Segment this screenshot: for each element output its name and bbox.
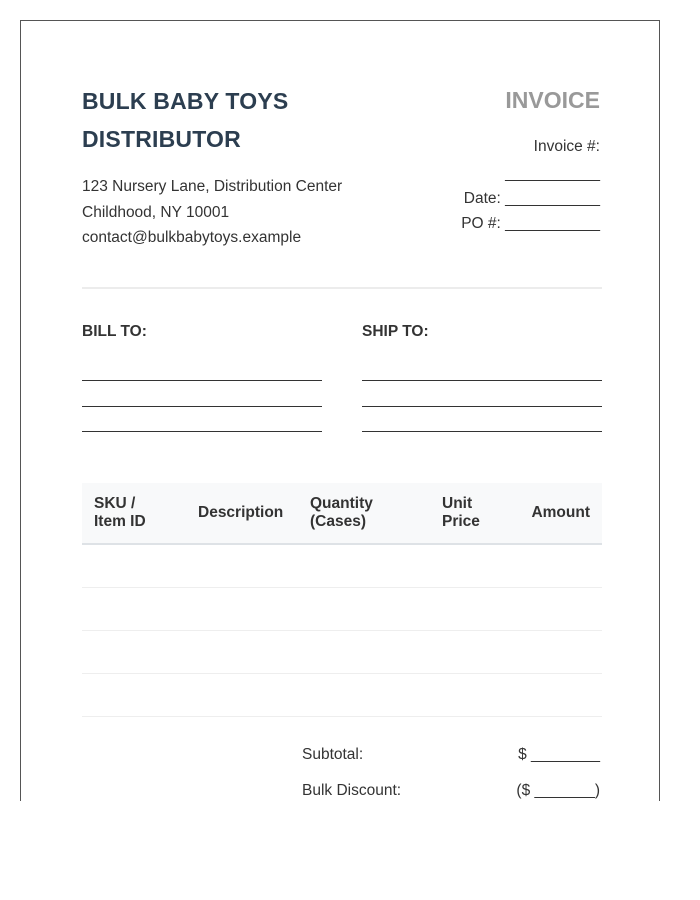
table-row [82,631,602,674]
header-quantity-line1: Quantity [310,495,373,512]
header-unit-price-line2: Price [442,513,480,530]
table-cell[interactable] [186,631,298,674]
header-amount-text: Amount [531,504,590,521]
table-cell[interactable] [510,631,602,674]
invoice-po-row [461,215,600,233]
table-cell[interactable] [298,674,430,717]
company-address-line1: 123 Nursery Lane, Distribution Center [82,178,343,195]
header-amount [510,483,602,544]
table-cell[interactable] [82,588,186,631]
table-cell[interactable] [298,544,430,588]
company-email: contact@bulkbabytoys.example [82,229,302,246]
table-cell[interactable] [82,674,186,717]
company-name-line1: BULK BABY TOYS [82,88,289,114]
table-row [82,588,602,631]
table-cell[interactable] [186,544,298,588]
company-name-line2: DISTRIBUTOR [82,126,241,152]
invoice-date-field[interactable]: ___________ [505,190,600,207]
header-unit-price [430,483,510,544]
table-cell[interactable] [430,631,510,674]
table-cell[interactable] [430,544,510,588]
ship-to-line-1[interactable] [362,380,602,381]
table-cell[interactable] [186,674,298,717]
subtotal-label: Subtotal: [302,746,364,763]
items-table [82,483,602,717]
table-row [82,544,602,588]
invoice-date-label: Date: [463,190,501,207]
header-sku-line2: Item ID [94,513,146,530]
subtotal-field[interactable]: $ ________ [518,746,600,763]
header-sku [82,483,186,544]
header-sku-line1: SKU / [94,495,136,512]
bulk-discount-label: Bulk Discount: [302,782,402,799]
invoice-po-label: PO #: [461,215,501,232]
table-row [82,674,602,717]
header-quantity [298,483,430,544]
ship-to-line-3[interactable] [362,431,602,432]
bill-to-line-1[interactable] [82,380,322,381]
invoice-number-label: Invoice #: [533,138,600,155]
table-cell[interactable] [82,544,186,588]
bill-to-label: BILL TO: [82,323,147,340]
invoice-page [20,20,660,801]
table-cell[interactable] [430,588,510,631]
invoice-title: INVOICE [505,87,600,113]
ship-to-line-2[interactable] [362,406,602,407]
table-cell[interactable] [298,588,430,631]
header-quantity-line2: (Cases) [310,513,366,530]
company-address [82,174,342,251]
table-cell[interactable] [82,631,186,674]
ship-to-label: SHIP TO: [362,323,429,340]
bill-to-line-3[interactable] [82,431,322,432]
table-cell[interactable] [510,544,602,588]
table-cell[interactable] [430,674,510,717]
table-cell[interactable] [298,631,430,674]
table-header-row [82,483,602,544]
header-divider [82,287,602,289]
header-description [186,483,298,544]
invoice-date-row [464,190,600,208]
invoice-po-field[interactable]: ___________ [505,215,600,232]
table-cell[interactable] [510,588,602,631]
invoice-number-field[interactable]: ___________ [505,165,600,182]
bulk-discount-field[interactable]: ($ _______) [516,782,600,799]
company-address-line2: Childhood, NY 10001 [82,203,230,221]
bill-to-line-2[interactable] [82,406,322,407]
header-unit-price-line1: Unit [442,495,473,512]
header-description-text: Description [198,504,284,521]
company-name [82,82,382,158]
table-cell[interactable] [510,674,602,717]
table-cell[interactable] [186,588,298,631]
